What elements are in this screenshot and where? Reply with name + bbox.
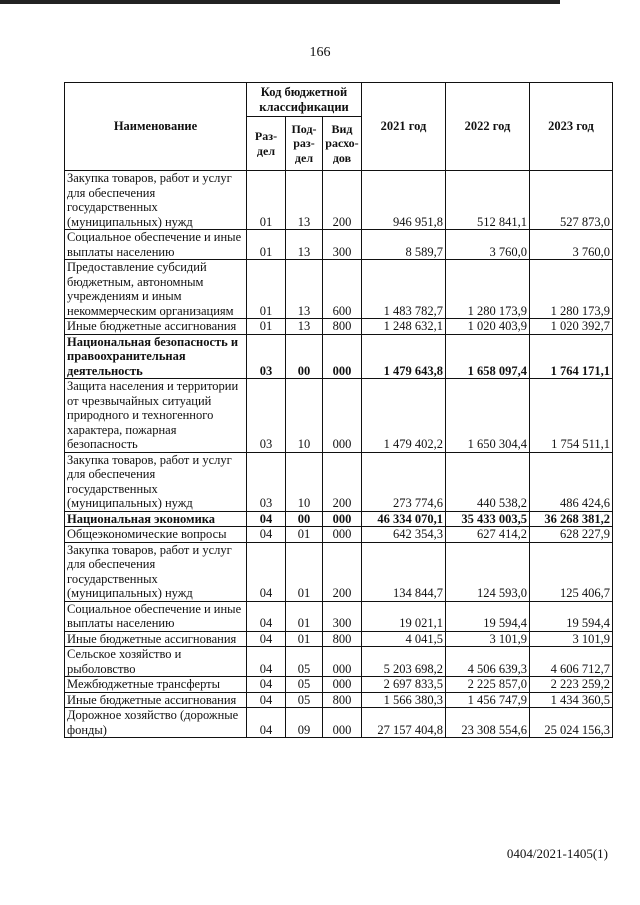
row-name: Сельское хозяйство и рыболовство	[65, 647, 247, 677]
row-value-2022: 1 658 097,4	[446, 334, 530, 379]
row-expense-type: 800	[323, 319, 362, 335]
row-value-2023: 1 280 173,9	[530, 260, 613, 319]
row-value-2023: 19 594,4	[530, 601, 613, 631]
row-expense-type: 200	[323, 171, 362, 230]
row-subsection: 05	[286, 677, 323, 693]
row-section: 04	[247, 647, 286, 677]
table-row	[65, 260, 613, 319]
row-name: Межбюджетные трансферты	[65, 677, 247, 693]
row-name: Предоставление субсидий бюджетным, автономным учреждениям и иным некоммерческим организациям	[65, 260, 247, 319]
row-value-2023: 1 754 511,1	[530, 379, 613, 453]
table-row	[65, 542, 613, 601]
row-value-2023: 1 434 360,5	[530, 692, 613, 708]
table-row	[65, 527, 613, 543]
row-section: 04	[247, 542, 286, 601]
row-value-2021: 1 566 380,3	[362, 692, 446, 708]
row-value-2022: 124 593,0	[446, 542, 530, 601]
table-row	[65, 230, 613, 260]
table-row	[65, 601, 613, 631]
row-value-2023: 3 760,0	[530, 230, 613, 260]
row-name: Национальная безопасность и правоохранительная деятельность	[65, 334, 247, 379]
row-value-2021: 134 844,7	[362, 542, 446, 601]
row-value-2021: 1 483 782,7	[362, 260, 446, 319]
row-value-2021: 46 334 070,1	[362, 511, 446, 527]
header-expense-type: Вид расхо- дов	[323, 117, 362, 171]
row-section: 04	[247, 511, 286, 527]
row-expense-type: 600	[323, 260, 362, 319]
row-name: Защита населения и территории от чрезвычайных ситуаций природного и техногенного характера, пожарная безопасность	[65, 379, 247, 453]
footer-document-code: 0404/2021-1405(1)	[506, 846, 608, 861]
row-value-2022: 1 456 747,9	[446, 692, 530, 708]
row-value-2023: 25 024 156,3	[530, 708, 613, 738]
row-expense-type: 300	[323, 601, 362, 631]
table-row	[65, 334, 613, 379]
header-name: Наименование	[65, 83, 247, 171]
row-value-2021: 27 157 404,8	[362, 708, 446, 738]
row-value-2022: 19 594,4	[446, 601, 530, 631]
row-value-2021: 273 774,6	[362, 452, 446, 511]
row-value-2022: 35 433 003,5	[446, 511, 530, 527]
row-section: 04	[247, 692, 286, 708]
row-subsection: 01	[286, 601, 323, 631]
row-value-2022: 4 506 639,3	[446, 647, 530, 677]
row-expense-type: 000	[323, 708, 362, 738]
row-value-2021: 1 479 643,8	[362, 334, 446, 379]
row-subsection: 00	[286, 334, 323, 379]
row-section: 03	[247, 452, 286, 511]
row-name: Закупка товаров, работ и услуг для обеспечения государственных (муниципальных) нужд	[65, 171, 247, 230]
row-value-2023: 1 020 392,7	[530, 319, 613, 335]
row-name: Иные бюджетные ассигнования	[65, 631, 247, 647]
row-expense-type: 800	[323, 692, 362, 708]
row-name: Общеэкономические вопросы	[65, 527, 247, 543]
table-row	[65, 677, 613, 693]
row-section: 01	[247, 260, 286, 319]
row-section: 03	[247, 379, 286, 453]
row-name: Закупка товаров, работ и услуг для обеспечения государственных (муниципальных) нужд	[65, 452, 247, 511]
row-value-2023: 2 223 259,2	[530, 677, 613, 693]
row-name: Социальное обеспечение и иные выплаты населению	[65, 601, 247, 631]
row-expense-type: 000	[323, 511, 362, 527]
budget-table	[64, 82, 613, 738]
row-value-2021: 2 697 833,5	[362, 677, 446, 693]
row-value-2022: 1 650 304,4	[446, 379, 530, 453]
row-expense-type: 000	[323, 647, 362, 677]
row-value-2022: 627 414,2	[446, 527, 530, 543]
table-row	[65, 171, 613, 230]
page-number: 166	[309, 45, 331, 60]
row-value-2023: 4 606 712,7	[530, 647, 613, 677]
row-section: 04	[247, 527, 286, 543]
row-value-2022: 1 280 173,9	[446, 260, 530, 319]
row-expense-type: 000	[323, 527, 362, 543]
row-name: Иные бюджетные ассигнования	[65, 319, 247, 335]
row-value-2022: 3 760,0	[446, 230, 530, 260]
table-row	[65, 511, 613, 527]
row-value-2021: 4 041,5	[362, 631, 446, 647]
row-name: Закупка товаров, работ и услуг для обеспечения государственных (муниципальных) нужд	[65, 542, 247, 601]
row-section: 04	[247, 677, 286, 693]
row-expense-type: 300	[323, 230, 362, 260]
row-subsection: 01	[286, 631, 323, 647]
row-value-2023: 36 268 381,2	[530, 511, 613, 527]
table-row	[65, 647, 613, 677]
row-subsection: 10	[286, 379, 323, 453]
row-value-2022: 3 101,9	[446, 631, 530, 647]
row-subsection: 01	[286, 527, 323, 543]
row-section: 04	[247, 708, 286, 738]
row-name: Социальное обеспечение и иные выплаты населению	[65, 230, 247, 260]
row-section: 03	[247, 334, 286, 379]
row-expense-type: 200	[323, 542, 362, 601]
row-value-2023: 486 424,6	[530, 452, 613, 511]
row-value-2023: 125 406,7	[530, 542, 613, 601]
row-subsection: 01	[286, 542, 323, 601]
row-expense-type: 000	[323, 379, 362, 453]
header-section: Раз- дел	[247, 117, 286, 171]
row-value-2022: 440 538,2	[446, 452, 530, 511]
row-subsection: 09	[286, 708, 323, 738]
row-value-2022: 23 308 554,6	[446, 708, 530, 738]
table-row	[65, 692, 613, 708]
header-year-2022: 2022 год	[446, 83, 530, 171]
header-year-2023: 2023 год	[530, 83, 613, 171]
header-subsection: Под- раз- дел	[286, 117, 323, 171]
row-value-2021: 1 248 632,1	[362, 319, 446, 335]
row-name: Иные бюджетные ассигнования	[65, 692, 247, 708]
row-subsection: 00	[286, 511, 323, 527]
row-subsection: 13	[286, 319, 323, 335]
header-year-2021: 2021 год	[362, 83, 446, 171]
row-value-2023: 1 764 171,1	[530, 334, 613, 379]
row-name: Национальная экономика	[65, 511, 247, 527]
row-section: 01	[247, 319, 286, 335]
row-name: Дорожное хозяйство (дорожные фонды)	[65, 708, 247, 738]
row-expense-type: 000	[323, 677, 362, 693]
table-row	[65, 379, 613, 453]
row-value-2021: 946 951,8	[362, 171, 446, 230]
row-subsection: 10	[286, 452, 323, 511]
row-value-2021: 1 479 402,2	[362, 379, 446, 453]
row-subsection: 05	[286, 647, 323, 677]
row-subsection: 13	[286, 230, 323, 260]
table-row	[65, 319, 613, 335]
row-subsection: 13	[286, 260, 323, 319]
row-value-2021: 19 021,1	[362, 601, 446, 631]
row-value-2021: 8 589,7	[362, 230, 446, 260]
row-section: 04	[247, 631, 286, 647]
row-value-2022: 512 841,1	[446, 171, 530, 230]
row-value-2023: 628 227,9	[530, 527, 613, 543]
row-expense-type: 200	[323, 452, 362, 511]
table-row	[65, 708, 613, 738]
table-row	[65, 631, 613, 647]
row-value-2022: 1 020 403,9	[446, 319, 530, 335]
row-section: 01	[247, 171, 286, 230]
top-rule	[0, 0, 560, 4]
header-budget-code: Код бюджетной классификации	[247, 83, 362, 117]
row-value-2023: 527 873,0	[530, 171, 613, 230]
row-expense-type: 800	[323, 631, 362, 647]
row-expense-type: 000	[323, 334, 362, 379]
row-section: 04	[247, 601, 286, 631]
row-section: 01	[247, 230, 286, 260]
row-value-2022: 2 225 857,0	[446, 677, 530, 693]
row-value-2021: 642 354,3	[362, 527, 446, 543]
row-subsection: 13	[286, 171, 323, 230]
row-subsection: 05	[286, 692, 323, 708]
row-value-2021: 5 203 698,2	[362, 647, 446, 677]
row-value-2023: 3 101,9	[530, 631, 613, 647]
table-row	[65, 452, 613, 511]
